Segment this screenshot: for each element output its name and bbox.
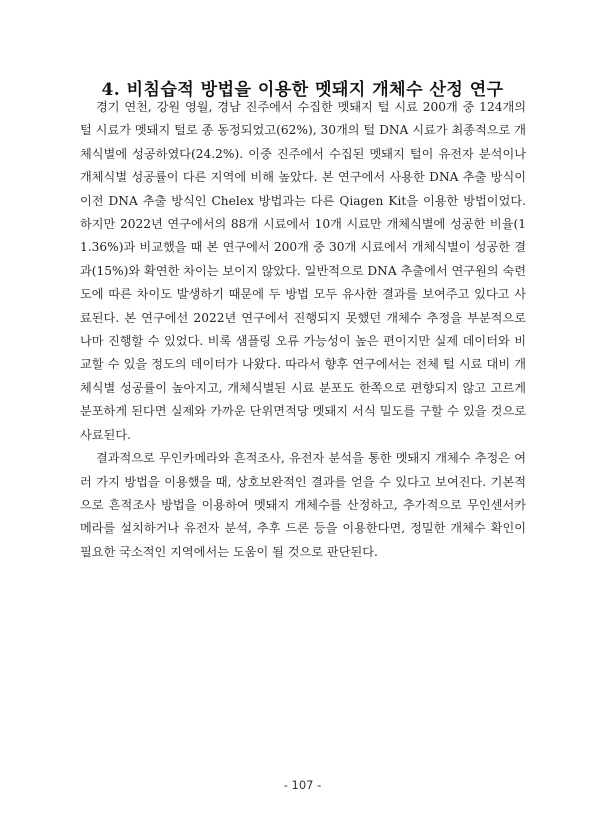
paragraph-2: 결과적으로 무인카메라와 흔적조사, 유전자 분석을 통한 멧돼지 개체수 추정은 여러 가지 방법을 이용했을 때, 상호보완적인 결과를 얻을 수 있다고 보여진다. 기본적으로 흔적조사 방법을 이용하여 멧돼지 개체수를 산정하고, 추가적으로 무인센서카메라를 설치하거나 유전자 분석, 추후 드론 등을 이용한다면, 정밀한 개체수 확인이 필요한 국소적인 지역에서는 도움이 될 것으로 판단된다. (80, 451, 526, 559)
paragraph-1: 경기 연천, 강원 영월, 경남 진주에서 수집한 멧돼지 털 시료 200개 중 124개의 털 시료가 멧돼지 털로 종 동정되었고(62%), 30개의 털 DNA 시료가 최종적으로 개체식별에 성공하였다(24.2%). 이중 진주에서 수집된 멧돼지 털이 유전자 분석이나 개체식별 성공률이 다른 지역에 비해 높았다. 본 연구에서 사용한 DNA 추출 방식이 이전 DNA 추출 방식인 Chelex 방법과는 다른 Qiagen Kit을 이용한 방법이었다. 하지만 2022년 연구에서의 88개 시료에서 10개 시료만 개체식별에 성공한 비율(11.36%)과 비교했을 때 본 연구에서 200개 중 30개 시료에서 개체식별이 성공한 결과(15%)와 확연한 차이는 보이지 않았다. 일반적으로 DNA 추출에서 연구원의 숙련도에 따른 차이도 발생하기 때문에 두 방법 모두 유사한 결과를 보여주고 있다고 사료된다. 본 연구에선 2022년 연구에서 진행되지 못했던 개체수 추정을 부분적으로나마 진행할 수 있었다. 비록 샘플링 오류 가능성이 높은 편이지만 실제 데이터와 비교할 수 있을 정도의 데이터가 나왔다. 따라서 향후 연구에서는 전체 털 시료 대비 개체식별 성공률이 높아지고, 개체식별된 시료 분포도 한쪽으로 편향되지 않고 고르게 분포하게 된다면 실제와 가까운 단위면적당 멧돼지 서식 밀도를 구할 수 있을 것으로 사료된다. (80, 100, 526, 442)
body-text (80, 96, 526, 564)
section-heading: 4. 비침습적 방법을 이용한 멧돼지 개체수 산정 연구 (101, 80, 504, 101)
page-number: - 107 - (283, 778, 322, 792)
